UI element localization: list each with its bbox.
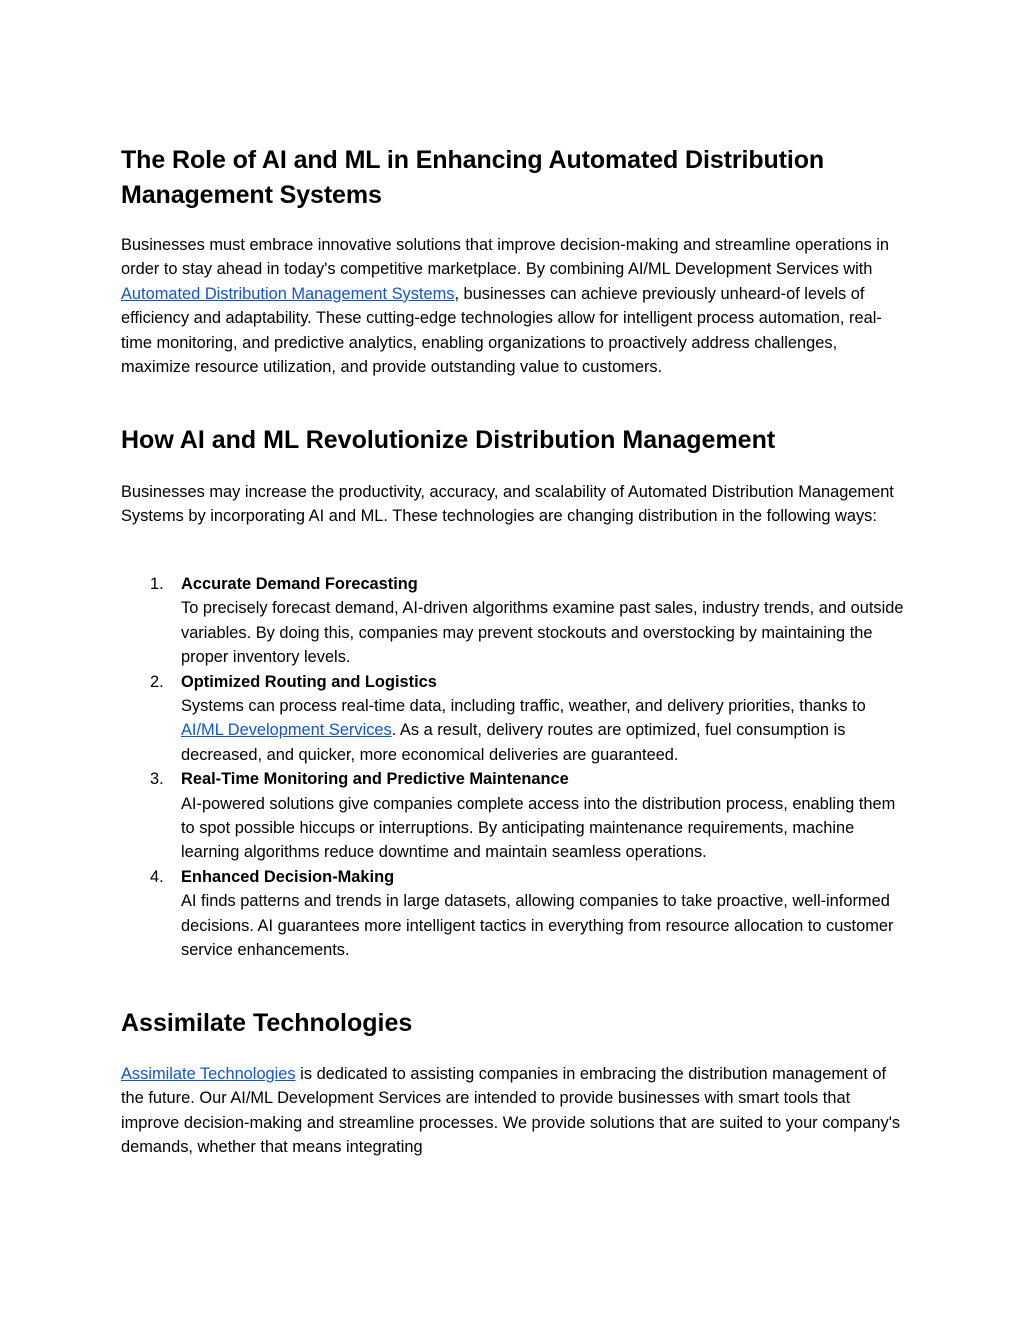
- list-item-body: AI finds patterns and trends in large datasets, allowing companies to take proactive, well-informed decisions. AI guarantees more intelligent tactics in everything from resource allocation to customer service enhancements.: [181, 892, 894, 960]
- list-item-title: Real-Time Monitoring and Predictive Maintenance: [181, 770, 569, 789]
- list-item-title: Accurate Demand Forecasting: [181, 575, 418, 593]
- list-item: [121, 865, 911, 963]
- list-number: 1.: [150, 575, 164, 593]
- intro-paragraph: [121, 233, 906, 379]
- list-item-body-after-link: . As a result, delivery routes are optimized, fuel consumption is decreased, and quicker, more economical deliveries are guaranteed.: [181, 721, 846, 764]
- list-number: 4.: [150, 867, 164, 886]
- intro-text-before-link: Businesses must embrace innovative solutions that improve decision-making and streamline operations in order to stay ahead in today's competitive marketplace. By combining AI/ML Development Services with: [121, 236, 890, 279]
- list-item-body: To precisely forecast demand, AI-driven algorithms examine past sales, industry trends, and outside variables. By doing this, companies may prevent stockouts and overstocking by maintaining the proper inventory levels.: [181, 599, 904, 667]
- section2-paragraph: [121, 1062, 906, 1160]
- section1-paragraph: Businesses may increase the productivity, accuracy, and scalability of Automated Distribution Management Systems by incorporating AI and ML. These technologies are changing distribution in the following ways:: [121, 483, 894, 526]
- aiml-services-link[interactable]: AI/ML Development Services: [181, 721, 392, 740]
- list-item: [121, 670, 911, 768]
- list-number: 3.: [150, 770, 164, 789]
- list-item-title: Enhanced Decision-Making: [181, 867, 395, 886]
- list-item: [121, 572, 911, 670]
- list-item-title: Optimized Routing and Logistics: [181, 672, 437, 691]
- section2-text-after-link: is dedicated to assisting companies in embracing the distribution management of the future. Our AI/ML Development Services are intended to provide businesses with smart tools that improve decision-making and streamline processes. We provide solutions that are suited to your company's demands, whether that means integrating: [121, 1065, 901, 1157]
- intro-text-after-link: , businesses can achieve previously unheard-of levels of efficiency and adaptability. These cutting-edge technologies allow for intelligent process automation, real-time monitoring, and predictive analytics, enabling organizations to proactively address challenges, maximize resource utilization, and provide outstanding value to customers.: [121, 284, 882, 377]
- automated-distribution-link[interactable]: Automated Distribution Management Systems: [121, 284, 455, 303]
- list-item: [121, 767, 911, 865]
- document-title: The Role of AI and ML in Enhancing Automated Distribution Management Systems: [121, 146, 825, 209]
- section-heading-revolutionize: How AI and ML Revolutionize Distribution Management: [121, 426, 776, 454]
- list-item-body: [181, 694, 911, 767]
- list-item-body-before-link: Systems can process real-time data, including traffic, weather, and delivery priorities, thanks to: [181, 697, 866, 716]
- benefits-list: [121, 572, 911, 963]
- list-number: 2.: [150, 672, 164, 691]
- section-heading-assimilate: Assimilate Technologies: [121, 1009, 413, 1037]
- assimilate-technologies-link[interactable]: Assimilate Technologies: [121, 1065, 296, 1083]
- list-item-body: AI-powered solutions give companies complete access into the distribution process, enabling them to spot possible hiccups or interruptions. By anticipating maintenance requirements, machine learning algorithms reduce downtime and maintain seamless operations.: [181, 794, 896, 862]
